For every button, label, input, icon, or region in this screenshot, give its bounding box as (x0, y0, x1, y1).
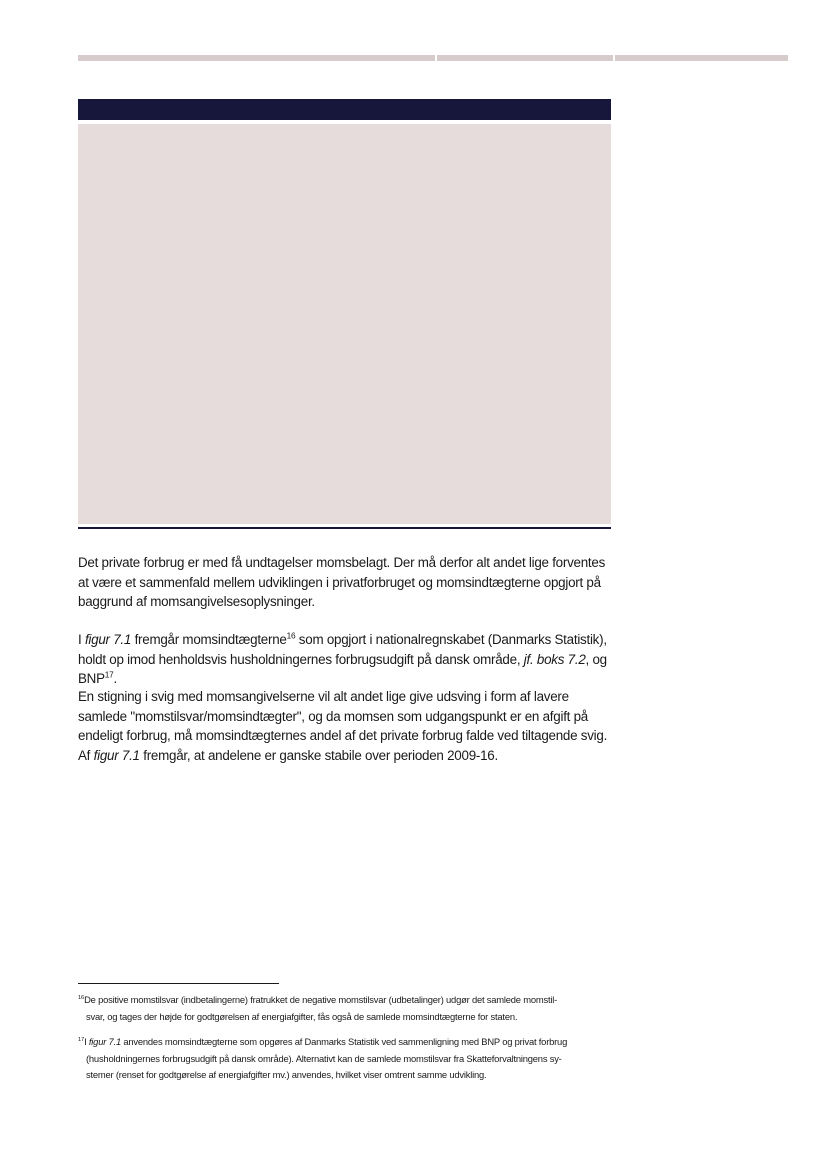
footnote-number: 17 (78, 1036, 85, 1043)
footnote-separator (78, 983, 279, 984)
figure-reference: figur 7.1 (93, 747, 140, 763)
footnote-17 (78, 1034, 613, 1084)
footnote-text: De positive momstilsvar (indbetalingerne) fratrukket de negative momstilsvar (udbetalinger) udgør det samlede momstil- (84, 994, 558, 1005)
text-fragment: , og BNP (78, 651, 607, 686)
paragraph-fraud-effect (78, 687, 614, 765)
text-fragment: fremgår, at andelene er ganske stabile over perioden 2009-16. (139, 747, 498, 763)
text-fragment: . (113, 671, 118, 686)
box-header-bar (78, 99, 611, 120)
text-fragment: I (78, 632, 85, 647)
footnote-text: I (84, 1036, 89, 1047)
paragraph-figure-reference (78, 630, 614, 689)
text-fragment: fremgår momsindtægterne (131, 632, 287, 647)
footnote-16 (78, 992, 613, 1025)
header-rule-divider (613, 55, 615, 61)
footnote-text: anvendes momsindtægterne som opgøres af Danmarks Statistik ved sammenligning med BNP og privat forbrug (120, 1036, 568, 1047)
page-header-rule (78, 55, 788, 61)
header-rule-divider (435, 55, 437, 61)
text-fragment: En stigning i svig med momsangivelserne vil alt andet lige give udsving i form af lavere samlede "momstilsvar/momsindtægter", og da momsen som udgangspunkt er en afgift på endeligt forbrug, må momsindtægternes andel af det private forbrug falde ved tiltagende svig. Af (78, 689, 608, 763)
footnote-text: (husholdningernes forbrugsudgift på dansk område). Alternativt kan de samlede momstilsvar fra Skatteforvaltningens sy- (86, 1052, 562, 1064)
text-fragment: som opgjort i nationalregnskabet (Danmarks Statistik), holdt op imod henholdsvis husholdningernes forbrugsudgift på dansk område, (78, 632, 607, 667)
figure-reference: figur 7.1 (84, 632, 132, 647)
paragraph-text: Det private forbrug er med få undtagelser momsbelagt. Der må derfor alt andet lige forventes at være et sammenfald mellem udviklingen i privatforbruget og momsindtægterne opgjort på baggrund af momsangivelsesoplysninger. (78, 555, 606, 609)
figure-reference: figur 7.1 (88, 1036, 121, 1047)
footnote-ref-16: 16 (286, 630, 296, 641)
box-content-panel (78, 124, 611, 524)
paragraph-private-consumption (78, 553, 614, 612)
box-reference: jf. boks 7.2 (523, 651, 586, 667)
footnote-text: stemer (renset for godtgørelse af energiafgifter mv.) anvendes, hvilket viser omtrent samme udvikling. (86, 1069, 487, 1080)
footnote-number: 16 (78, 994, 85, 1001)
footnote-text: svar, og tages der højde for godtgørelsen af energiafgifter, fås også de samlede momsindtægterne for staten. (86, 1010, 518, 1022)
box-bottom-rule (78, 527, 611, 529)
footnote-ref-17: 17 (104, 669, 114, 680)
